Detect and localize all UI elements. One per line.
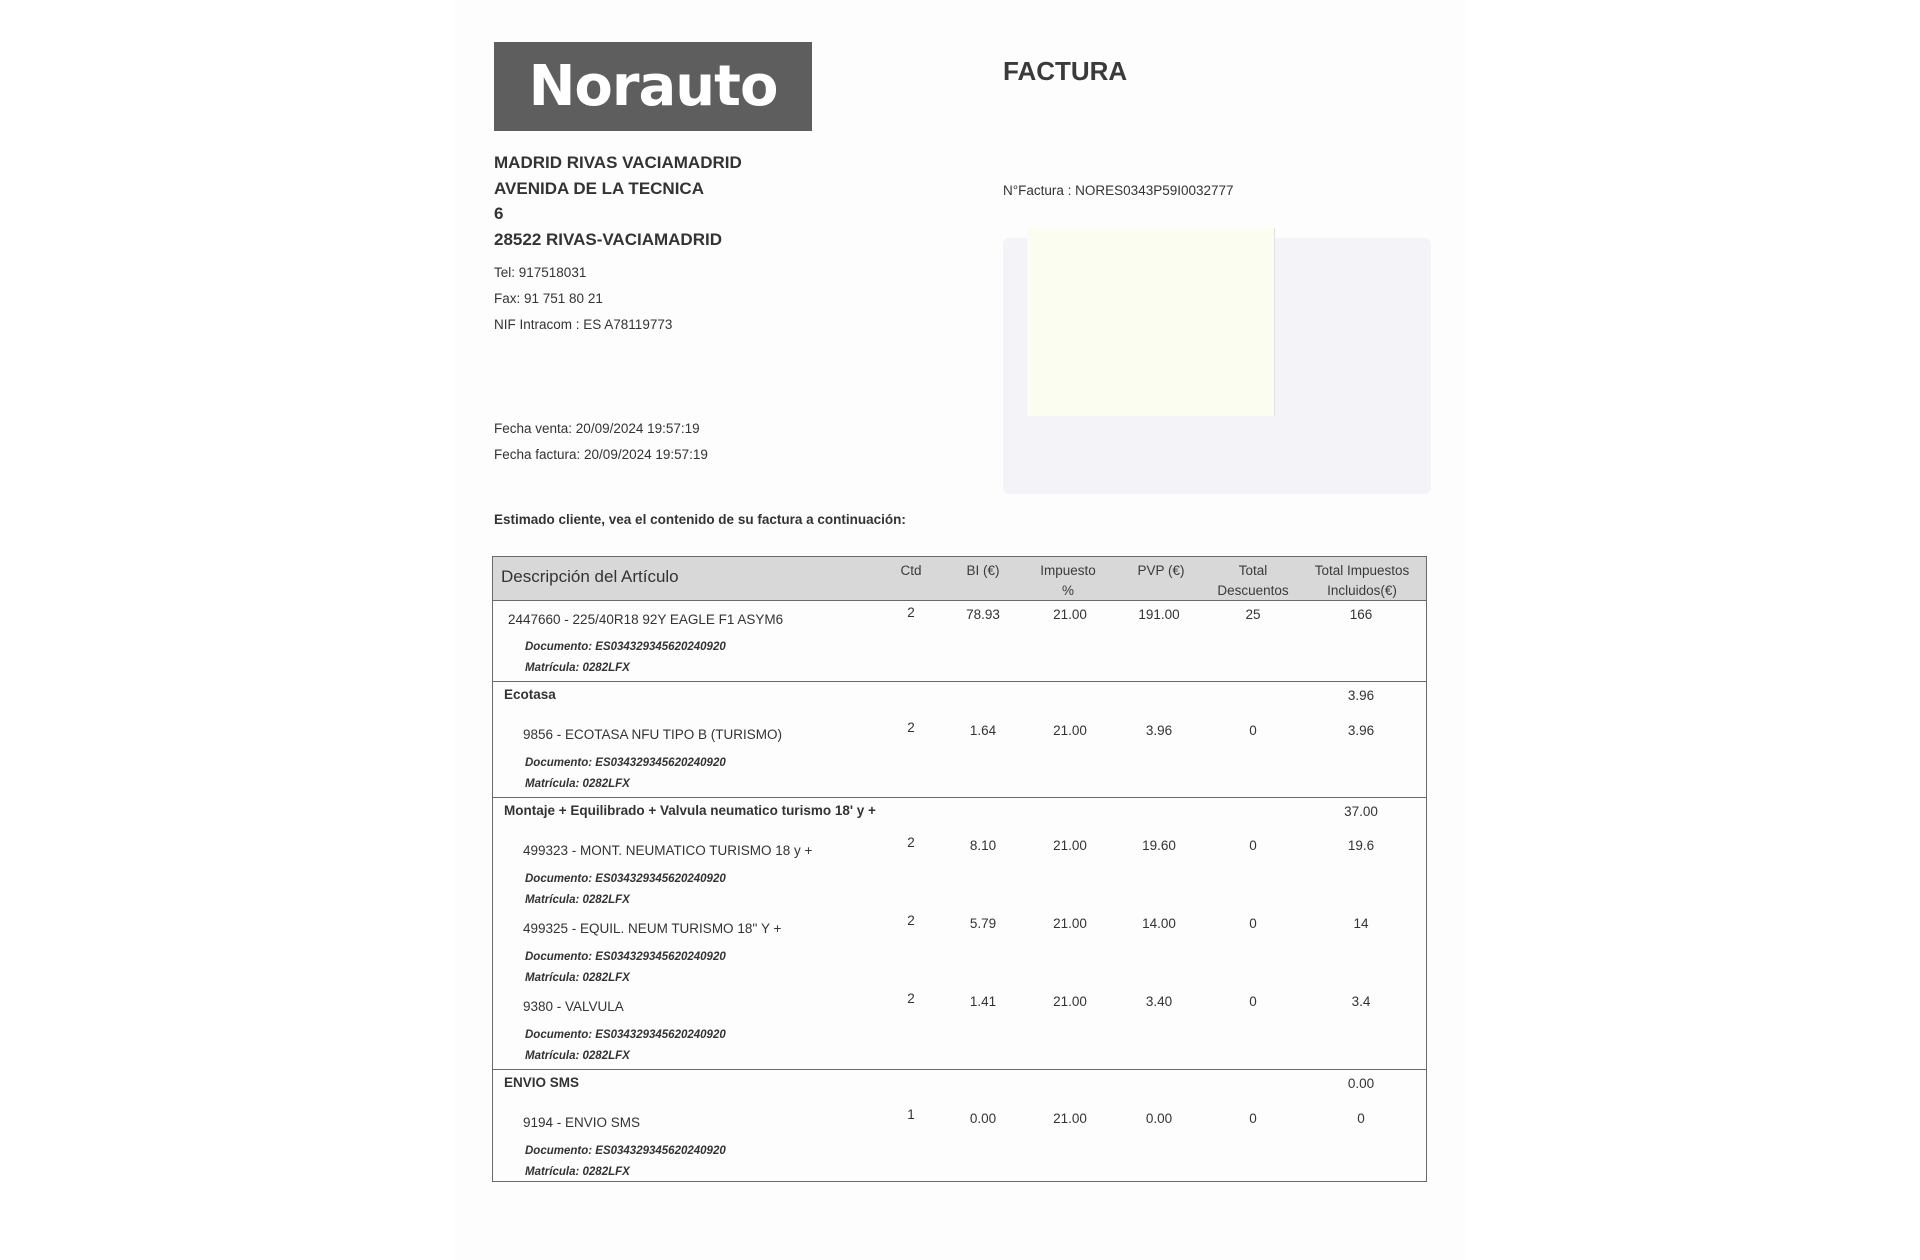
address-line-4: 28522 RIVAS-VACIAMADRID [494,229,722,249]
sale-date: Fecha venta: 20/09/2024 19:57:19 [494,421,700,436]
item-tax: 21.00 [1053,916,1087,931]
item-discount: 25 [1245,607,1261,622]
invoice-number: N°Factura : NORES0343P59I0032777 [1003,183,1234,198]
item-plate: Matrícula: 0282LFX [525,1166,630,1178]
document-title: FACTURA [1003,56,1128,86]
item-discount: 0 [1249,838,1257,853]
header-tax: Impuesto % [1040,563,1096,598]
row-separator [493,1069,1426,1070]
item-tax: 21.00 [1053,994,1087,1009]
item-description: 9380 - VALVULA [523,999,624,1014]
intro-text: Estimado cliente, vea el contenido de su factura a continuación: [494,512,906,527]
store-contact [494,260,672,338]
address-line-3: 6 [494,204,504,223]
address-line-1: MADRID RIVAS VACIAMADRID [494,153,742,172]
item-bi: 78.93 [966,607,1000,622]
item-document: Documento: ES034329345620240920 [525,1145,726,1157]
logo-text: Norauto [528,54,778,119]
header-bi: BI (€) [966,563,1000,578]
item-tax: 21.00 [1053,1111,1087,1126]
group-title: ENVIO SMS [504,1075,580,1090]
header-pvp: PVP (€) [1137,563,1185,578]
item-plate: Matrícula: 0282LFX [525,1050,630,1062]
item-description: 9194 - ENVIO SMS [523,1115,641,1130]
item-description: 499323 - MONT. NEUMATICO TURISMO 18 y + [523,843,813,858]
item-tax: 21.00 [1053,607,1087,622]
header-description: Descripción del Artículo [501,567,679,586]
item-bi: 1.41 [969,994,997,1009]
item-description: 2447660 - 225/40R18 92Y EAGLE F1 ASYM6 [508,612,784,627]
group-total: 0.00 [1347,1076,1375,1091]
item-document: Documento: ES034329345620240920 [525,641,726,653]
item-document: Documento: ES034329345620240920 [525,1029,726,1041]
row-separator [493,681,1426,682]
item-pvp: 191.00 [1138,607,1180,622]
norauto-logo [494,42,812,131]
item-pvp: 3.40 [1145,994,1173,1009]
item-document: Documento: ES034329345620240920 [525,951,726,963]
header-total: Total Impuestos Incluidos(€) [1314,563,1410,598]
store-address [494,150,742,252]
address-line-2: AVENIDA DE LA TECNICA [494,178,704,198]
item-discount: 0 [1249,916,1257,931]
item-document: Documento: ES034329345620240920 [525,873,726,885]
group-total: 3.96 [1347,688,1375,703]
item-total: 3.4 [1351,994,1371,1009]
header-qty: Ctd [900,563,922,578]
phone: Tel: 917518031 [494,265,587,280]
item-qty: 2 [907,835,915,850]
item-bi: 0.00 [969,1111,997,1126]
item-plate: Matrícula: 0282LFX [525,972,630,984]
item-tax: 21.00 [1053,723,1087,738]
header-discounts: Total Descuentos [1217,563,1289,598]
invoice-table [492,556,1427,1182]
item-total: 166 [1349,607,1373,622]
item-plate: Matrícula: 0282LFX [525,662,630,674]
nif: NIF Intracom : ES A78119773 [494,317,673,332]
item-qty: 2 [907,605,915,620]
row-separator [493,797,1426,798]
item-discount: 0 [1249,994,1257,1009]
item-tax: 21.00 [1053,838,1087,853]
invoice-dates [494,416,708,468]
item-discount: 0 [1249,1111,1257,1126]
fax: Fax: 91 751 80 21 [494,291,603,306]
item-plate: Matrícula: 0282LFX [525,778,630,790]
group-title: Ecotasa [504,687,556,702]
table-header [493,557,1426,601]
redacted-customer-inner [1027,228,1275,416]
item-qty: 2 [907,720,915,735]
item-total: 19.6 [1347,838,1375,853]
item-pvp: 0.00 [1145,1111,1173,1126]
item-document: Documento: ES034329345620240920 [525,757,726,769]
item-pvp: 14.00 [1142,916,1176,931]
item-total: 14 [1353,916,1369,931]
item-discount: 0 [1249,723,1257,738]
group-title: Montaje + Equilibrado + Valvula neumatico turismo 18' y + [504,803,876,818]
item-description: 499325 - EQUIL. NEUM TURISMO 18'' Y + [523,921,782,936]
item-pvp: 3.96 [1145,723,1173,738]
group-total: 37.00 [1344,804,1378,819]
item-total: 3.96 [1347,723,1375,738]
invoice-date: Fecha factura: 20/09/2024 19:57:19 [494,447,708,462]
item-pvp: 19.60 [1142,838,1176,853]
item-bi: 8.10 [969,838,997,853]
item-bi: 5.79 [969,916,997,931]
item-qty: 1 [907,1107,915,1122]
item-qty: 2 [907,913,915,928]
item-plate: Matrícula: 0282LFX [525,894,630,906]
item-qty: 2 [907,991,915,1006]
item-description: 9856 - ECOTASA NFU TIPO B (TURISMO) [523,727,783,742]
item-bi: 1.64 [969,723,997,738]
item-total: 0 [1357,1111,1365,1126]
